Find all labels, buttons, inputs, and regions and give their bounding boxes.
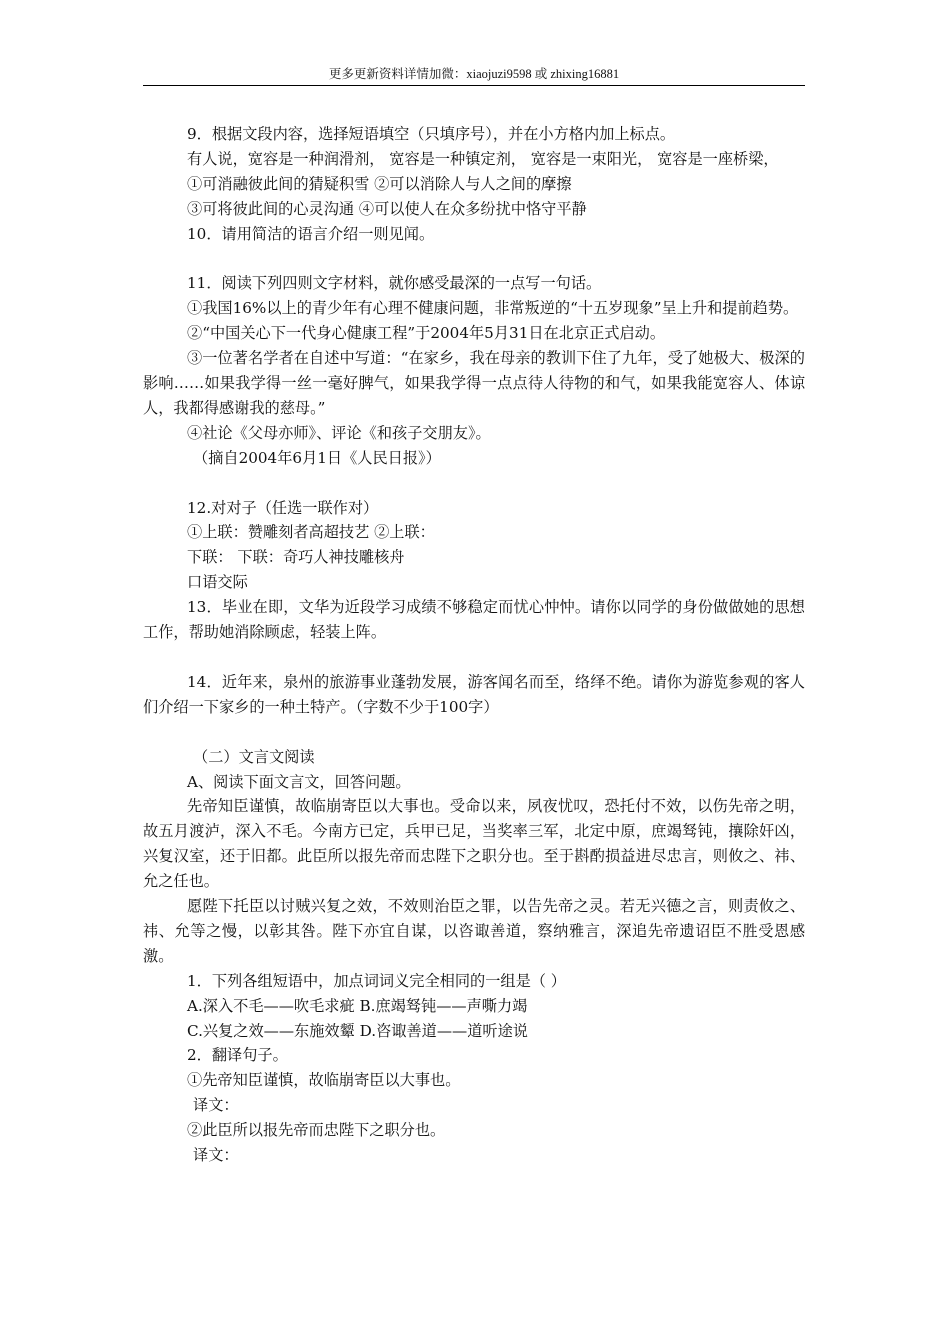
text-line: 有人说，宽容是一种润滑剂， 宽容是一种镇定剂， 宽容是一束阳光， 宽容是一座桥梁， (187, 149, 779, 168)
translation-label: 译文： (193, 1096, 239, 1115)
sub-question-2: 2．翻译句子。 (187, 1046, 288, 1065)
choice-line: A.深入不毛——吹毛求疵 B.庶竭驽钝——声嘶力竭 (187, 996, 528, 1015)
choice-line: C.兴复之效——东施效颦 D.咨诹善道——道听途说 (187, 1021, 528, 1040)
document-body (143, 122, 805, 1168)
sub-question-1: 1．下列各组短语中，加点词词义完全相同的一组是（ ） (187, 971, 566, 990)
question-13: 13．毕业在即，文华为近段学习成绩不够稳定而忧心忡忡。请你以同学的身份做做她的思想工作，帮助她消除顾虑，轻装上阵。 (143, 598, 805, 642)
translation-label: 译文： (193, 1146, 239, 1165)
classical-passage-2: 愿陛下托臣以讨贼兴复之效，不效则治臣之罪，以告先帝之灵。若无兴德之言，则责攸之、祎、允等之慢，以彰其咎。陛下亦宜自谋，以咨诹善道，察纳雅言，深追先帝遗诏臣不胜受恩感激。 (143, 897, 805, 965)
blank-line (143, 645, 805, 670)
translate-sentence-2: ②此臣所以报先帝而忠陛下之职分也。 (187, 1121, 446, 1140)
blank-line (143, 247, 805, 272)
option-line: ③可将彼此间的心灵沟通 ④可以使人在众多纷扰中恪守平静 (187, 199, 587, 218)
material-1: ①我国16%以上的青少年有心理不健康问题，非常叛逆的“十五岁现象”呈上升和提前趋势。 (187, 299, 799, 318)
section-title: （二）文言文阅读 (193, 747, 315, 766)
classical-passage-1: 先帝知臣谨慎，故临崩寄臣以大事也。受命以来，夙夜忧叹，恐托付不效，以伤先帝之明，故五月渡泸，深入不毛。今南方已定，兵甲已足，当奖率三军，北定中原，庶竭驽钝，攘除奸凶，兴复汉室，还于旧都。此臣所以报先帝而忠陛下之职分也。至于斟酌损益进尽忠言，则攸之、祎、允之任也。 (143, 797, 805, 891)
question-11: 11．阅读下列四则文字材料，就你感受最深的一点写一句话。 (187, 274, 602, 293)
instruction: A、阅读下面文言文，回答问题。 (187, 772, 411, 791)
section-title: 口语交际 (187, 573, 248, 592)
blank-line (143, 471, 805, 496)
material-3: ③一位著名学者在自述中写道：“在家乡，我在母亲的教训下住了九年，受了她极大、极深的影响……如果我学得一丝一毫好脾气，如果我学得一点点待人待物的和气，如果我能宽容人、体谅人，我都得感谢我的慈母。” (143, 349, 805, 417)
page-header: 更多更新资料详情加微：xiaojuzi9598 或 zhixing16881 (328, 67, 620, 81)
blank-line (143, 720, 805, 745)
couplet-upper: ①上联：赞雕刻者高超技艺 ②上联： (187, 523, 435, 542)
couplet-lower: 下联： 下联：奇巧人神技雕核舟 (187, 548, 405, 567)
question-10: 10．请用简洁的语言介绍一则见闻。 (187, 224, 435, 243)
question-12: 12.对对子（任选一联作对） (187, 498, 379, 517)
source-note: （摘自2004年6月1日《人民日报》） (193, 448, 441, 467)
material-4: ④社论《父母亦师》、评论《和孩子交朋友》。 (187, 423, 491, 442)
question-9: 9．根据文段内容，选择短语填空（只填序号），并在小方格内加上标点。 (187, 125, 676, 143)
question-14: 14．近年来，泉州的旅游事业蓬勃发展，游客闻名而至，络绎不绝。请你为游览参观的客人们介绍一下家乡的一种土特产。（字数不少于100字） (143, 672, 805, 716)
option-line: ①可消融彼此间的猜疑积雪 ②可以消除人与人之间的摩擦 (187, 174, 572, 193)
translate-sentence-1: ①先帝知臣谨慎，故临崩寄臣以大事也。 (187, 1071, 461, 1090)
material-2: ②“中国关心下一代身心健康工程”于2004年5月31日在北京正式启动。 (187, 324, 666, 343)
header-rule (143, 85, 805, 86)
